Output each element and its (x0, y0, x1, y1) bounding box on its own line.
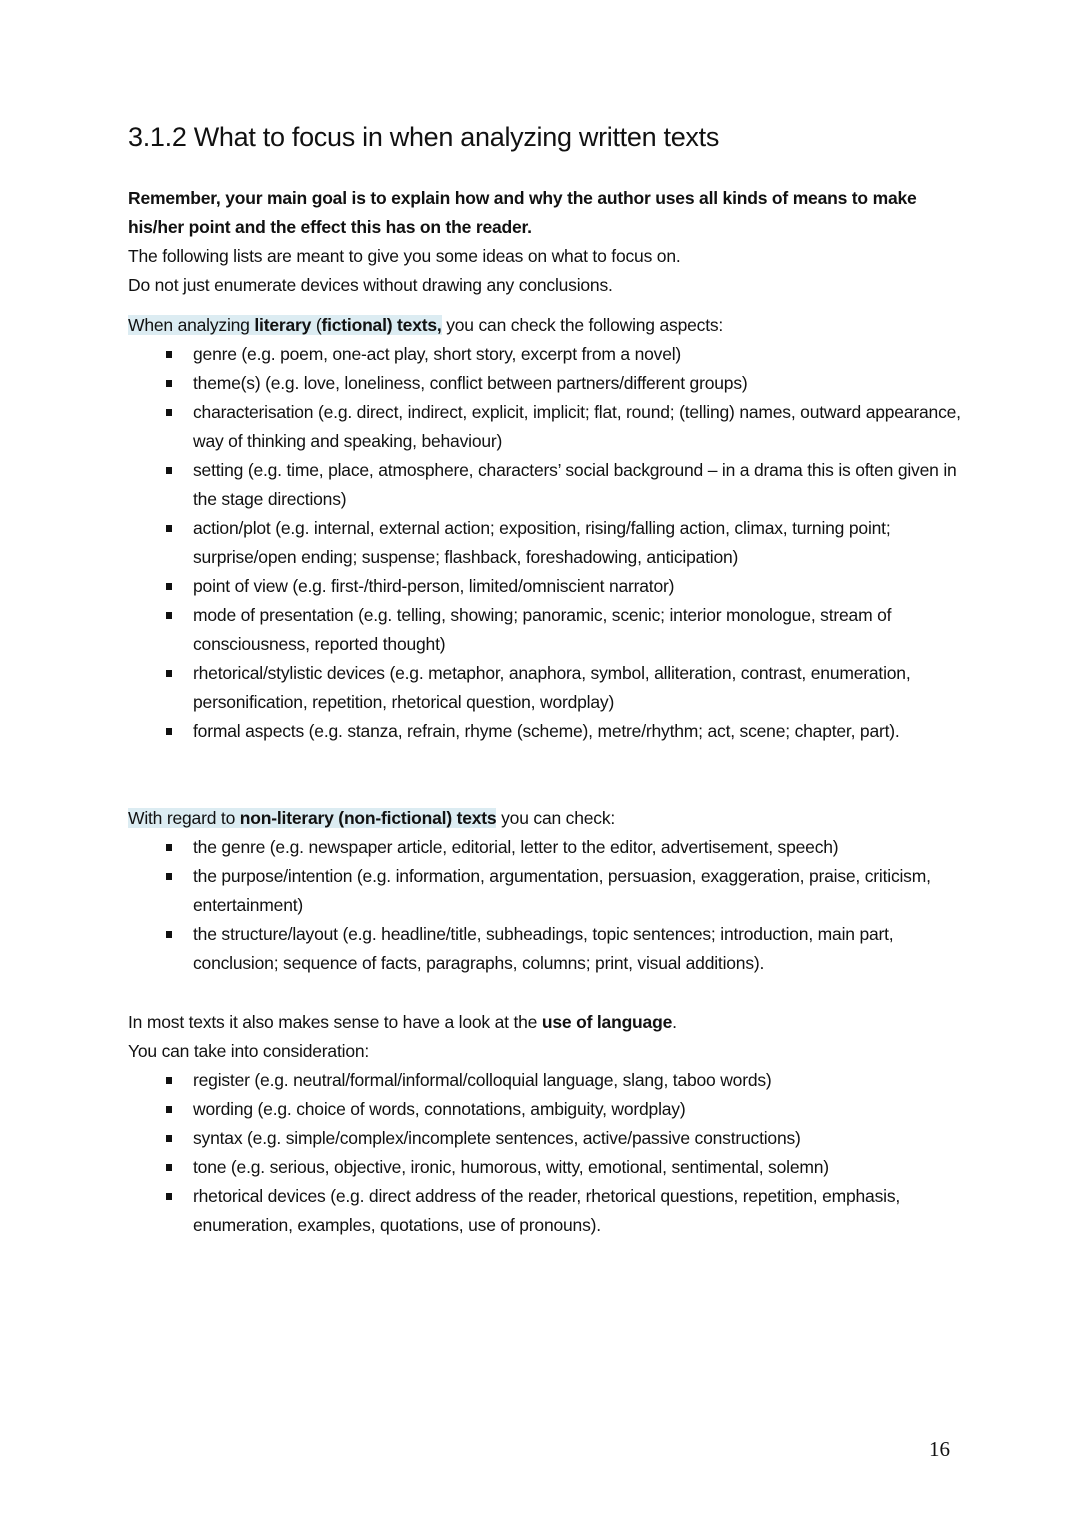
literary-lead: When analyzing literary (fictional) texts, you can check the following aspects: (128, 315, 724, 335)
list-item: syntax (e.g. simple/complex/incomplete sentences, active/passive constructions) (162, 1124, 962, 1153)
square-bullet-icon (166, 583, 172, 590)
list-item: the structure/layout (e.g. headline/title, subheadings, topic sentences; introduction, main part, conclusion; sequence of facts, paragraphs, columns; print, visual additions). (162, 920, 962, 978)
square-bullet-icon (166, 1106, 172, 1113)
square-bullet-icon (166, 728, 172, 735)
list-item: rhetorical devices (e.g. direct address of the reader, rhetorical questions, repetition, emphasis, enumeration, examples, quotations, use of pronouns). (162, 1182, 962, 1240)
square-bullet-icon (166, 409, 172, 416)
list-item: genre (e.g. poem, one-act play, short story, excerpt from a novel) (162, 340, 962, 369)
list-item: formal aspects (e.g. stanza, refrain, rhyme (scheme), metre/rhythm; act, scene; chapter, part). (162, 717, 962, 746)
list-item: tone (e.g. serious, objective, ironic, humorous, witty, emotional, sentimental, solemn) (162, 1153, 962, 1182)
list-item: point of view (e.g. first-/third-person, limited/omniscient narrator) (162, 572, 962, 601)
list-item: the genre (e.g. newspaper article, editorial, letter to the editor, advertisement, speech) (162, 833, 962, 862)
list-item: register (e.g. neutral/formal/informal/colloquial language, slang, taboo words) (162, 1066, 962, 1095)
page-number: 16 (929, 1437, 950, 1461)
square-bullet-icon (166, 1164, 172, 1171)
square-bullet-icon (166, 467, 172, 474)
language-line-2: You can take into consideration: (128, 1041, 370, 1061)
square-bullet-icon (166, 1077, 172, 1084)
intro-line-3: The following lists are meant to give you some ideas on what to focus on. (128, 246, 681, 266)
square-bullet-icon (166, 844, 172, 851)
square-bullet-icon (166, 931, 172, 938)
square-bullet-icon (166, 525, 172, 532)
list-item: mode of presentation (e.g. telling, showing; panoramic, scenic; interior monologue, stream of consciousness, reported thought) (162, 601, 962, 659)
list-item: theme(s) (e.g. love, loneliness, conflict between partners/different groups) (162, 369, 962, 398)
square-bullet-icon (166, 380, 172, 387)
square-bullet-icon (166, 612, 172, 619)
literary-aspects-list (162, 340, 962, 746)
list-item: rhetorical/stylistic devices (e.g. metaphor, anaphora, symbol, alliteration, contrast, enumeration, personification, repetition, rhetorical question, wordplay) (162, 659, 962, 717)
intro-line-4: Do not just enumerate devices without drawing any conclusions. (128, 275, 613, 295)
language-lead: In most texts it also makes sense to have a look at the use of language. (128, 1012, 677, 1032)
section-heading: 3.1.2 What to focus in when analyzing written texts (128, 122, 720, 152)
square-bullet-icon (166, 1135, 172, 1142)
list-item: setting (e.g. time, place, atmosphere, characters’ social background – in a drama this is often given in the stage directions) (162, 456, 962, 514)
literary-lead-highlight: When analyzing literary (fictional) texts, (128, 315, 442, 335)
nonliterary-lead: With regard to non-literary (non-fictional) texts you can check: (128, 808, 616, 828)
square-bullet-icon (166, 351, 172, 358)
language-aspects-list (162, 1066, 962, 1240)
intro-bold-line-1: Remember, your main goal is to explain how and why the author uses all kinds of means to make (128, 188, 917, 208)
nonliterary-aspects-list (162, 833, 962, 978)
list-item: wording (e.g. choice of words, connotations, ambiguity, wordplay) (162, 1095, 962, 1124)
list-item: the purpose/intention (e.g. information, argumentation, persuasion, exaggeration, praise, criticism, entertainment) (162, 862, 962, 920)
square-bullet-icon (166, 1193, 172, 1200)
list-item: action/plot (e.g. internal, external action; exposition, rising/falling action, climax, turning point; surprise/open ending; suspense; flashback, foreshadowing, anticipation) (162, 514, 962, 572)
square-bullet-icon (166, 670, 172, 677)
list-item: characterisation (e.g. direct, indirect, explicit, implicit; flat, round; (telling) names, outward appearance, way of thinking and speaking, behaviour) (162, 398, 962, 456)
square-bullet-icon (166, 873, 172, 880)
nonliterary-lead-highlight: With regard to non-literary (non-fictional) texts (128, 808, 497, 828)
intro-bold-line-2: his/her point and the effect this has on the reader. (128, 217, 532, 237)
